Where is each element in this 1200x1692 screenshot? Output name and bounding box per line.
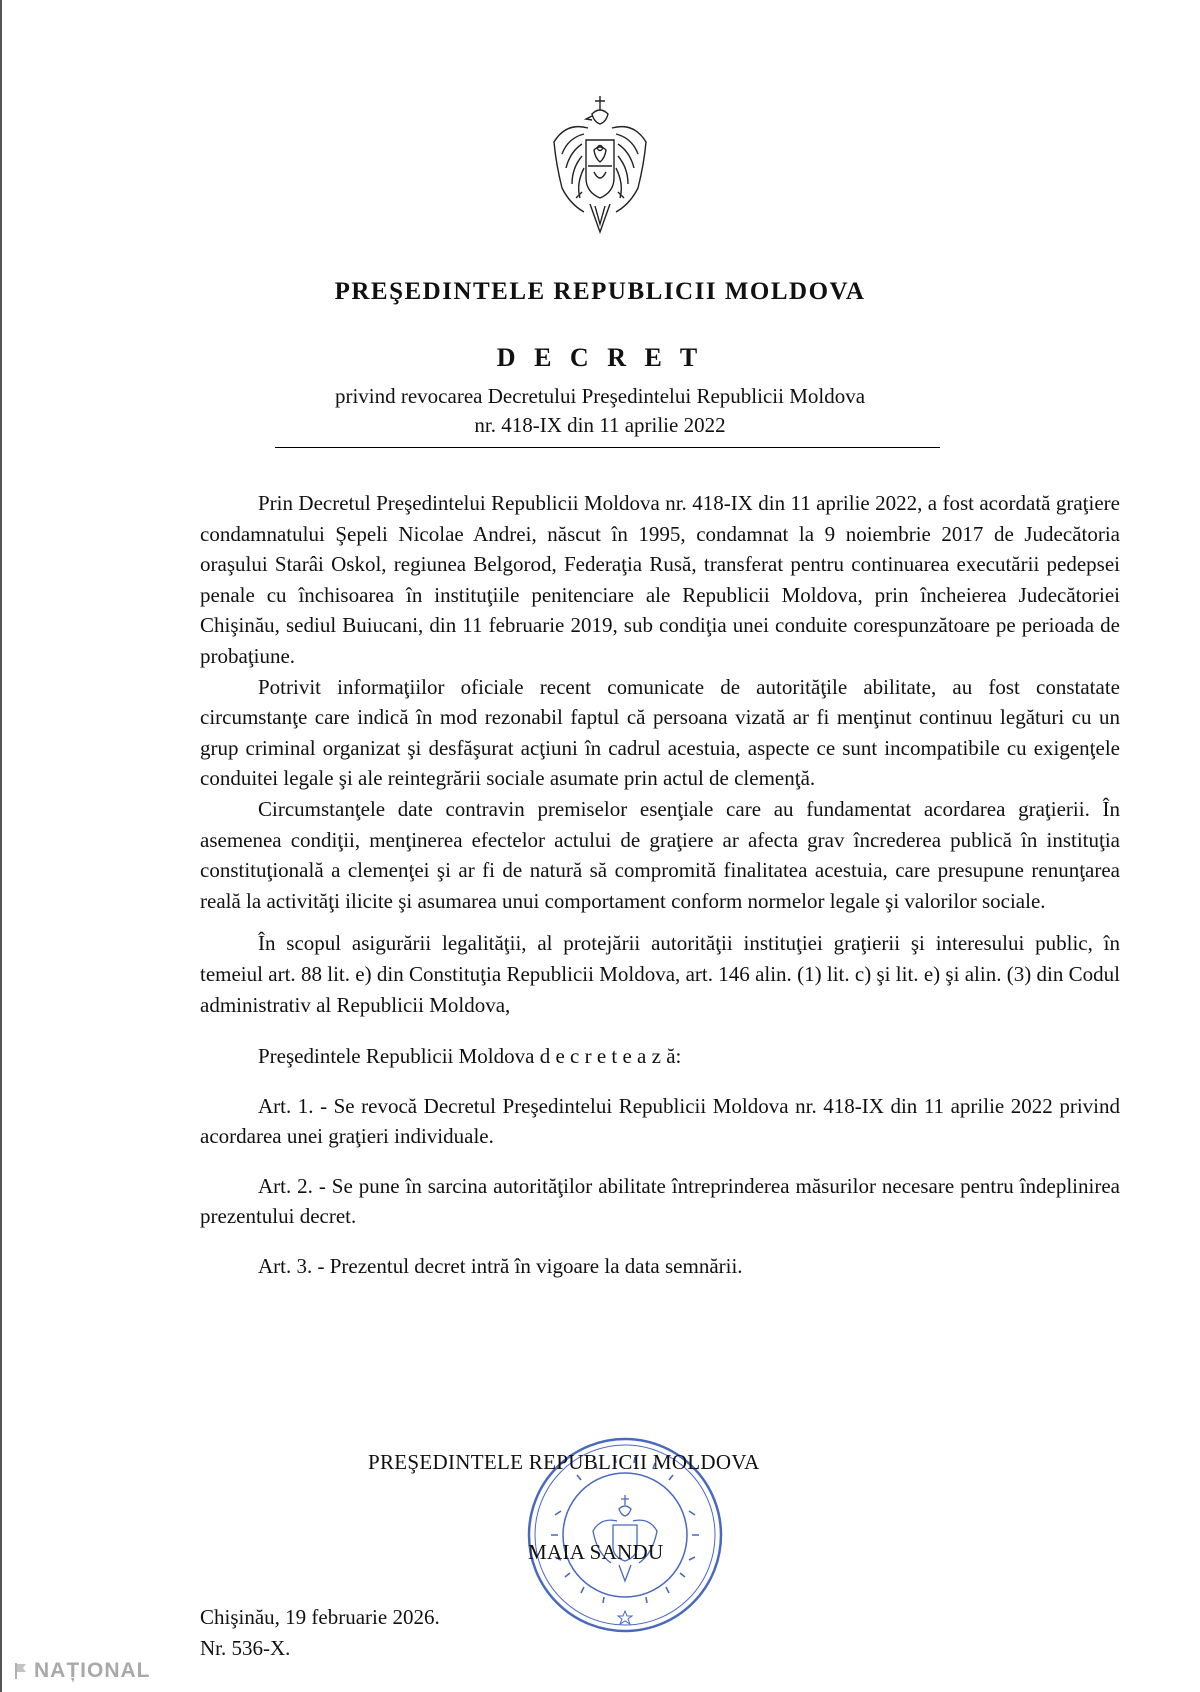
paragraph-grant-of-pardon: Prin Decretul Preşedintelui Republicii Moldova nr. 418-IX din 11 aprilie 2022, a fost acordată graţiere condamnatului Şepeli Nicolae Andrei, născut în 1995, condamnat la 9 noiembrie 2017 de Judecătoria oraşului Starâi Oskol, regiunea Belgorod, Federaţia Rusă, transferat pentru continuarea executării pedepsei penale cu închisoarea în instituţiile penitenciare ale Republicii Moldova, prin încheierea Judecătoriei Chişinău, sediul Buiucani, din 11 februarie 2019, sub condiţia unei conduite corespunzătoare pe perioada de probaţiune. [200, 491, 1120, 668]
article-1: Art. 1. - Se revocă Decretul Preşedintelui Republicii Moldova nr. 418-IX din 11 aprilie 2022 privind acordarea unei graţieri individuale. [200, 1093, 1120, 1149]
paragraph-circumstances: Potrivit informaţiilor oficiale recent comunicate de autorităţile abilitate, au fost constatate circumstanţe care indică în mod rezonabil faptul că persoana vizată ar fi menţinut continuu legături cu un grup criminal organizat şi desfăşurat acţiuni în cadrul acestuia, aspecte ce sunt incompatibile cu exigenţele conduitei legale şi ale reintegrării sociale asumate prin actul de clemenţă. [200, 674, 1120, 791]
issuing-authority-heading: PREŞEDINTELE REPUBLICII MOLDOVA [334, 278, 866, 305]
subject-underline [275, 447, 940, 448]
document-type-heading: D E C R E T [496, 343, 704, 372]
paragraph-premises: Circumstanţele date contravin premiselor esenţiale care au fundamentat acordarea graţierii. În asemenea condiţii, menţinerea efectelor actului de graţiere ar afecta grav încrederea publică în instituţia constituţională a clemenţei şi ar fi de natură să compromită finalitatea acestuia, care presupune renunţarea reală la activităţi ilicite şi asumarea unui comportament conform normelor legale şi valorilor sociale. [200, 796, 1120, 913]
subject-line-2: nr. 418-IX din 11 aprilie 2022 [474, 413, 726, 437]
place-and-date: Chişinău, 19 februarie 2026. [200, 1605, 440, 1629]
flag-icon [14, 1662, 28, 1680]
coat-of-arms-icon [548, 92, 652, 242]
watermark-text: NAȚIONAL [34, 1659, 151, 1682]
signature-title: PREŞEDINTELE REPUBLICII MOLDOVA [368, 1450, 760, 1474]
subject-line-1: privind revocarea Decretului Preşedintelui Republicii Moldova [334, 384, 866, 408]
publisher-watermark [14, 1656, 151, 1686]
decree-clause: Preşedintele Republicii Moldova d e c r e t e a z ă: [258, 1044, 682, 1069]
article-2: Art. 2. - Se pune în sarcina autorităţilor abilitate întreprinderea măsurilor necesare pentru îndeplinirea prezentului decret. [200, 1173, 1120, 1229]
signatory-name: MAIA SANDU [528, 1540, 664, 1564]
document-body [200, 488, 1120, 1282]
decree-number: Nr. 536-X. [200, 1636, 291, 1660]
page-edge [0, 0, 2, 1692]
paragraph-legal-basis: În scopul asigurării legalităţii, al protejării autorităţii instituţiei graţierii şi interesului public, în temeiul art. 88 lit. e) din Constituţia Republicii Moldova, art. 146 alin. (1) lit. c) şi lit. e) şi alin. (3) din Codul administrativ al Republicii Moldova, [200, 931, 1120, 1017]
document-subject [0, 382, 1200, 440]
article-3: Art. 3. - Prezentul decret intră în vigoare la data semnării. [258, 1254, 743, 1279]
